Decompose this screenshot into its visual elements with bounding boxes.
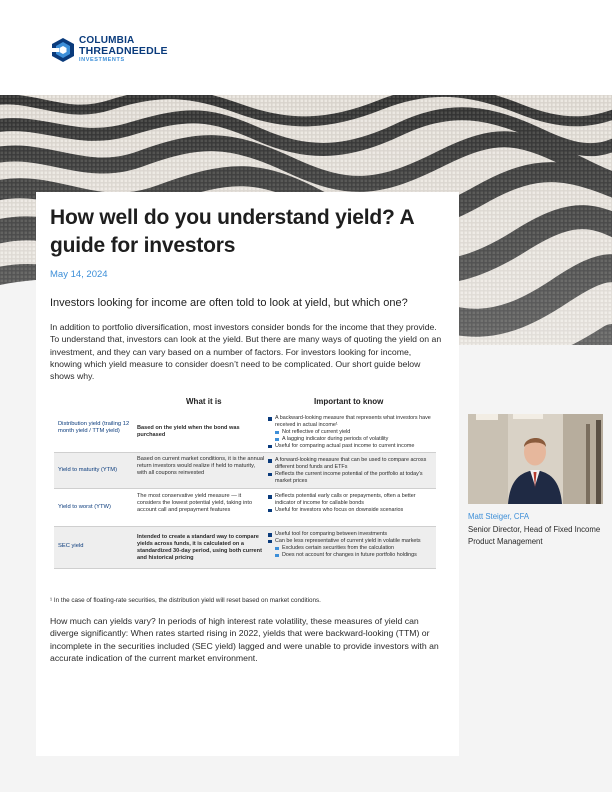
logo-line-1: COLUMBIA: [79, 35, 135, 46]
author-role: Senior Director, Head of Fixed Income Product Management: [468, 525, 601, 546]
key-points: [268, 415, 436, 450]
yield-type-name: Yield to worst (YTW): [58, 504, 111, 510]
key-point: Does not account for changes in future portfolio holdings: [275, 552, 436, 559]
yield-definition: The most conservative yield measure — it considers the lowest potential yield, taking into account call and prepayment features: [137, 493, 253, 513]
footnote: ¹ In the case of floating-rate securities, the distribution yield will reset based on market conditions.: [50, 597, 321, 604]
table-row: [54, 453, 436, 489]
key-point: Useful tool for comparing between investments: [268, 531, 436, 538]
author-photo: [468, 414, 603, 504]
key-points: [268, 493, 436, 514]
article-lead: Investors looking for income are often told to look at yield, but which one?: [50, 297, 408, 309]
table-row: [54, 411, 436, 453]
key-point: A forward-looking measure that can be used to compare across different bond funds and ETFs: [268, 457, 436, 471]
yield-type-name: Yield to maturity (YTM): [58, 467, 118, 473]
key-point: Reflects potential early calls or prepayments, often a better indicator of income for callable bonds: [268, 493, 436, 507]
key-point: Reflects the current income potential of the portfolio at today’s market prices: [268, 471, 436, 485]
article-card: [36, 192, 459, 756]
author-name[interactable]: Matt Steiger, CFA: [468, 512, 530, 521]
table-row: [54, 527, 436, 569]
yield-definition: Intended to create a standard way to compare yields across funds, it is calculated on a standardized 30-day period, using both current and historical pricing: [137, 534, 262, 561]
yield-definition: Based on current market conditions, it is the annual return investors would realize if held to maturity, with all coupons reinvested: [137, 456, 265, 476]
key-point: Useful for comparing actual past income to current income: [268, 443, 436, 450]
yield-comparison-table: [54, 395, 436, 569]
key-point: Can be less representative of current yield in volatile markets: [268, 538, 436, 545]
key-point: A lagging indicator during periods of volatility: [275, 436, 436, 443]
logo-line-3: INVESTMENTS: [79, 56, 125, 63]
key-points: [268, 457, 436, 485]
key-point: A backward-looking measure that represents what investors have received in actual income¹: [268, 415, 436, 429]
yield-definition: Based on the yield when the bond was purchased: [137, 425, 240, 438]
page-header: [0, 0, 612, 95]
company-logo[interactable]: [50, 36, 168, 63]
yield-type-name: SEC yield: [58, 543, 84, 549]
table-row: [54, 489, 436, 527]
article-title: How well do you understand yield? A guide for investors: [50, 206, 414, 257]
column-header-important: Important to know: [314, 397, 384, 406]
closing-paragraph: How much can yields vary? In periods of high interest rate volatility, these measures of yield can diverge significantly: When rates started rising in 2022, yields that were backward-looking (TTM) or incomplete in the securities included (SEC yield) lagged and were unable to provide investors with an accurate indication of the current market environment.: [50, 616, 439, 663]
article-date: May 14, 2024: [50, 269, 108, 280]
intro-paragraph: In addition to portfolio diversification, most investors consider bonds for the income that they provide. To understand that, investors can look at the yield. But there are many ways of quoting the yield on an investment, and they can vary based on a number of factors. For investors looking for income, knowing which yield measure to consider doesn’t need to be complicated. Our short guide below shows why.: [50, 322, 442, 382]
table-header: [54, 395, 436, 411]
column-header-what: What it is: [186, 397, 222, 406]
yield-type-name: Distribution yield (trailing 12 month yield / TTM yield): [58, 421, 130, 434]
key-point: Not reflective of current yield: [275, 429, 436, 436]
logo-line-2: THREADNEEDLE: [79, 45, 168, 57]
key-point: Useful for investors who focus on downside scenarios: [268, 507, 436, 514]
key-points: [268, 531, 436, 559]
key-point: Excludes certain securities from the calculation: [275, 545, 436, 552]
logo-mark-icon: [50, 37, 76, 63]
